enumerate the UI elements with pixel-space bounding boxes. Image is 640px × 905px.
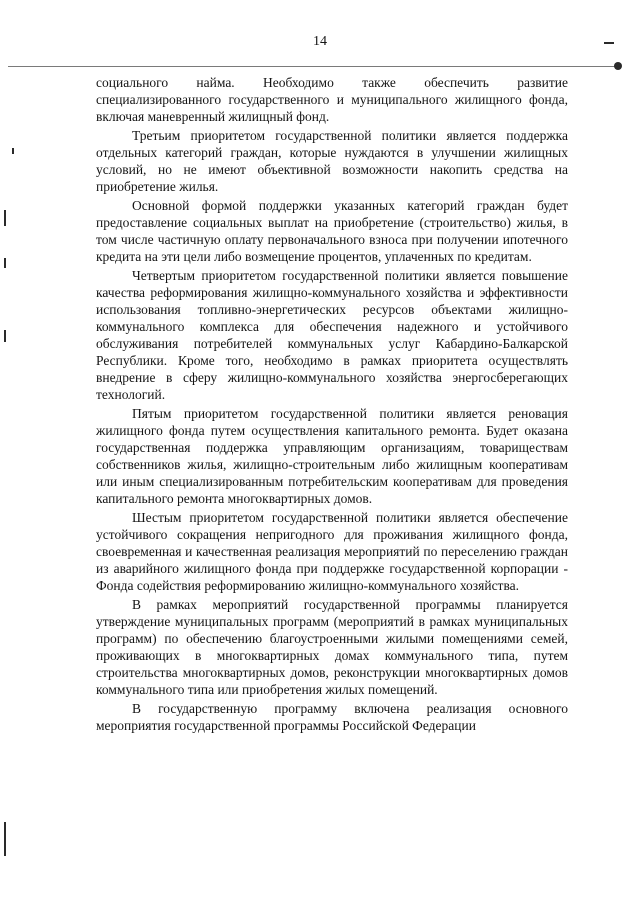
scan-artifact-mark: [4, 210, 6, 226]
paragraph: В государственную программу включена реализация основного мероприятия государственной программы Российской Федерации: [96, 701, 568, 733]
scan-artifact-mark: [4, 258, 6, 268]
paragraph: Шестым приоритетом государственной политики является обеспечение устойчивого сокращения непригодного для проживания жилищного фонда, своевременная и качественная реализация мероприятий по переселению граждан из аварийного жилищного фонда при поддержке государственной корпорации - Фонда содействия реформированию жилищно-коммунального хозяйства.: [96, 510, 568, 593]
scan-artifact-mark: [4, 330, 6, 342]
scan-artifact-mark: [12, 148, 14, 154]
scan-artifact-line: [8, 66, 616, 67]
paragraph: социального найма. Необходимо также обеспечить развитие специализированного государственного и муниципального жилищного фонда, включая маневренный жилищный фонд.: [96, 75, 568, 124]
paragraph: В рамках мероприятий государственной программы планируется утверждение муниципальных программ (мероприятий в рамках муниципальных программ) по обеспечению благоустроенными жилыми помещениями семей, проживающих в многоквартирных домах коммунального типа, путем строительства многоквартирных домов, реконструкции многоквартирных домов коммунального типа или приобретения жилых помещений.: [96, 597, 568, 697]
paragraph: Четвертым приоритетом государственной политики является повышение качества реформирования жилищно-коммунального хозяйства и эффективности использования топливно-энергетических ресурсов объектами жилищно-коммунального комплекса для обеспечения надежного и устойчивого обслуживания потребителей коммунальных услуг Кабардино-Балкарской Республики. Кроме того, необходимо в рамках приоритета осуществлять внедрение в сферу жилищно-коммунального хозяйства энергосберегающих технологий.: [96, 268, 568, 402]
scan-artifact-mark: [4, 822, 6, 856]
scan-artifact-mark: [614, 62, 622, 70]
paragraph: Основной формой поддержки указанных категорий граждан будет предоставление социальных выплат на приобретение (строительство) жилья, в том числе частичную оплату первоначального взноса при получении ипотечного кредита на эти цели либо возмещение процентов, уплаченных по кредитам.: [96, 198, 568, 264]
paragraph: Пятым приоритетом государственной политики является реновация жилищного фонда путем осуществления капитального ремонта. Будет оказана государственная поддержка управляющим организациям, товариществам собственников жилья, жилищно-строительным либо жилищным кооперативам или иным специализированным потребительским кооперативам для проведения капитального ремонта многоквартирных домов.: [96, 406, 568, 506]
scan-artifact-mark: [604, 42, 614, 44]
paragraph: Третьим приоритетом государственной политики является поддержка отдельных категорий граждан, которые нуждаются в улучшении жилищных условий, но не имеют объективной возможности накопить средства на приобретение жилья.: [96, 128, 568, 194]
document-body: [96, 74, 568, 734]
page-number: 14: [313, 34, 327, 49]
